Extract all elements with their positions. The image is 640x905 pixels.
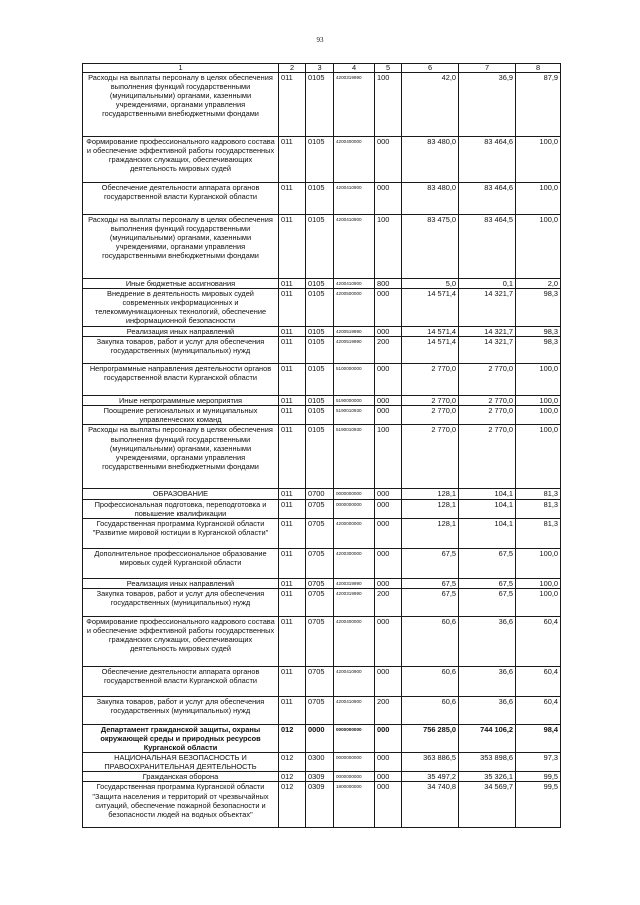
table-row <box>83 696 561 724</box>
actual-amount-cell: 2 770,0 <box>459 364 516 396</box>
percent-cell: 100,0 <box>516 588 561 616</box>
row-name-cell: Расходы на выплаты персоналу в целях обеспечения выполнения функций государственными (муниципальными) органами, казенными учреждениями, органами управления государственными внебюджетными фондами <box>83 215 279 279</box>
target-article-cell: 4200410900 <box>334 183 375 215</box>
percent-cell: 98,3 <box>516 289 561 327</box>
expense-type-cell: 000 <box>375 724 402 752</box>
page-number: 93 <box>316 36 324 44</box>
row-name-cell: Обеспечение деятельности аппарата органов государственной власти Курганской области <box>83 666 279 696</box>
percent-cell: 97,3 <box>516 753 561 772</box>
actual-amount-cell: 14 321,7 <box>459 337 516 364</box>
row-name-cell: Внедрение в деятельность мировых судей современных информационных и телекоммуникационных технологий, обеспечение информационной безопасности <box>83 289 279 327</box>
section-code-cell: 0705 <box>306 666 334 696</box>
target-article-cell: 0000000000 <box>334 499 375 518</box>
row-name-cell: Реализация иных направлений <box>83 327 279 337</box>
ved-code-cell: 011 <box>279 73 306 137</box>
row-name-cell: Расходы на выплаты персоналу в целях обеспечения выполнения функций государственными (муниципальными) органами, казенными учреждениями, органами управления государственными внебюджетными фондами <box>83 425 279 489</box>
ved-code-cell: 012 <box>279 724 306 752</box>
table-row <box>83 772 561 782</box>
actual-amount-cell: 36,6 <box>459 666 516 696</box>
percent-cell: 100,0 <box>516 406 561 425</box>
actual-amount-cell: 34 569,7 <box>459 782 516 828</box>
percent-cell: 60,4 <box>516 696 561 724</box>
planned-amount-cell: 363 886,5 <box>402 753 459 772</box>
row-name-cell: Формирование профессионального кадрового состава и обеспечение эффективной работы государственных гражданских служащих, обеспечивающих деятельность мировых судей <box>83 616 279 666</box>
expense-type-cell: 100 <box>375 215 402 279</box>
planned-amount-cell: 14 571,4 <box>402 337 459 364</box>
target-article-cell: 0000000000 <box>334 489 375 499</box>
table-row <box>83 396 561 406</box>
section-code-cell: 0105 <box>306 406 334 425</box>
target-article-cell: 4200400000 <box>334 137 375 183</box>
row-name-cell: Государственная программа Курганской области "Защита населения и территорий от чрезвычайных ситуаций, обеспечение пожарной безопасности и безопасности людей на водных объектах" <box>83 782 279 828</box>
ved-code-cell: 012 <box>279 782 306 828</box>
table-row <box>83 753 561 772</box>
target-article-cell: 0000000000 <box>334 753 375 772</box>
target-article-cell: 5100000000 <box>334 364 375 396</box>
actual-amount-cell: 83 464,6 <box>459 183 516 215</box>
table-row <box>83 183 561 215</box>
target-article-cell: 4200500000 <box>334 289 375 327</box>
section-code-cell: 0705 <box>306 499 334 518</box>
ved-code-cell: 011 <box>279 696 306 724</box>
table-row <box>83 289 561 327</box>
actual-amount-cell: 14 321,7 <box>459 289 516 327</box>
row-name-cell: Реализация иных направлений <box>83 578 279 588</box>
expense-type-cell: 200 <box>375 337 402 364</box>
section-code-cell: 0705 <box>306 588 334 616</box>
section-code-cell: 0105 <box>306 327 334 337</box>
actual-amount-cell: 744 106,2 <box>459 724 516 752</box>
section-code-cell: 0105 <box>306 337 334 364</box>
actual-amount-cell: 36,6 <box>459 616 516 666</box>
row-name-cell: Обеспечение деятельности аппарата органов государственной власти Курганской области <box>83 183 279 215</box>
actual-amount-cell: 35 326,1 <box>459 772 516 782</box>
section-code-cell: 0705 <box>306 548 334 578</box>
table-row <box>83 327 561 337</box>
planned-amount-cell: 128,1 <box>402 489 459 499</box>
actual-amount-cell: 36,6 <box>459 696 516 724</box>
ved-code-cell: 011 <box>279 406 306 425</box>
expense-type-cell: 200 <box>375 696 402 724</box>
table-row <box>83 406 561 425</box>
row-name-cell: Профессиональная подготовка, переподготовка и повышение квалификации <box>83 499 279 518</box>
target-article-cell: 0000000000 <box>334 724 375 752</box>
table-row <box>83 425 561 489</box>
ved-code-cell: 011 <box>279 588 306 616</box>
ved-code-cell: 011 <box>279 666 306 696</box>
table-row <box>83 616 561 666</box>
percent-cell: 100,0 <box>516 425 561 489</box>
target-article-cell: 4200319990 <box>334 578 375 588</box>
expense-type-cell: 000 <box>375 753 402 772</box>
section-code-cell: 0300 <box>306 753 334 772</box>
target-article-cell: 0000000000 <box>334 772 375 782</box>
ved-code-cell: 011 <box>279 518 306 548</box>
expense-type-cell: 000 <box>375 666 402 696</box>
section-code-cell: 0705 <box>306 696 334 724</box>
column-header: 2 <box>279 64 306 73</box>
ved-code-cell: 012 <box>279 753 306 772</box>
row-name-cell: Иные непрограммные мероприятия <box>83 396 279 406</box>
percent-cell: 100,0 <box>516 396 561 406</box>
table-row <box>83 548 561 578</box>
table-body <box>83 73 561 828</box>
percent-cell: 60,4 <box>516 616 561 666</box>
percent-cell: 100,0 <box>516 183 561 215</box>
actual-amount-cell: 2 770,0 <box>459 396 516 406</box>
table-row <box>83 364 561 396</box>
table-row <box>83 279 561 289</box>
table-row <box>83 489 561 499</box>
column-header: 6 <box>402 64 459 73</box>
table-row <box>83 724 561 752</box>
table-row <box>83 782 561 828</box>
section-code-cell: 0700 <box>306 489 334 499</box>
section-code-cell: 0105 <box>306 215 334 279</box>
percent-cell: 98,4 <box>516 724 561 752</box>
section-code-cell: 0309 <box>306 772 334 782</box>
planned-amount-cell: 5,0 <box>402 279 459 289</box>
table-row <box>83 666 561 696</box>
section-code-cell: 0105 <box>306 364 334 396</box>
ved-code-cell: 011 <box>279 289 306 327</box>
expense-type-cell: 100 <box>375 73 402 137</box>
budget-table <box>82 63 561 828</box>
expense-type-cell: 000 <box>375 616 402 666</box>
percent-cell: 81,3 <box>516 499 561 518</box>
row-name-cell: Формирование профессионального кадрового состава и обеспечение эффективной работы государственных гражданских служащих, обеспечивающих деятельность мировых судей <box>83 137 279 183</box>
target-article-cell: 4200519990 <box>334 337 375 364</box>
section-code-cell: 0105 <box>306 425 334 489</box>
planned-amount-cell: 2 770,0 <box>402 364 459 396</box>
ved-code-cell: 011 <box>279 396 306 406</box>
table-row <box>83 137 561 183</box>
target-article-cell: 4200319990 <box>334 73 375 137</box>
section-code-cell: 0105 <box>306 137 334 183</box>
actual-amount-cell: 0,1 <box>459 279 516 289</box>
section-code-cell: 0000 <box>306 724 334 752</box>
planned-amount-cell: 83 475,0 <box>402 215 459 279</box>
percent-cell: 81,3 <box>516 489 561 499</box>
section-code-cell: 0105 <box>306 289 334 327</box>
section-code-cell: 0105 <box>306 396 334 406</box>
percent-cell: 100,0 <box>516 215 561 279</box>
target-article-cell: 5190010930 <box>334 406 375 425</box>
target-article-cell: 4200410900 <box>334 696 375 724</box>
planned-amount-cell: 60,6 <box>402 696 459 724</box>
planned-amount-cell: 83 480,0 <box>402 137 459 183</box>
column-header: 5 <box>375 64 402 73</box>
planned-amount-cell: 60,6 <box>402 616 459 666</box>
ved-code-cell: 011 <box>279 364 306 396</box>
row-name-cell: Департамент гражданской защиты, охраны окружающей среды и природных ресурсов Курганской области <box>83 724 279 752</box>
table-row <box>83 499 561 518</box>
section-code-cell: 0105 <box>306 73 334 137</box>
percent-cell: 99,5 <box>516 772 561 782</box>
row-name-cell: Расходы на выплаты персоналу в целях обеспечения выполнения функций государственными (муниципальными) органами, казенными учреждениями, органами управления государственными внебюджетными фондами <box>83 73 279 137</box>
target-article-cell: 4200300000 <box>334 548 375 578</box>
expense-type-cell: 000 <box>375 578 402 588</box>
expense-type-cell: 100 <box>375 425 402 489</box>
percent-cell: 98,3 <box>516 337 561 364</box>
column-header: 4 <box>334 64 375 73</box>
section-code-cell: 0309 <box>306 782 334 828</box>
planned-amount-cell: 2 770,0 <box>402 406 459 425</box>
row-name-cell: Непрограммные направления деятельности органов государственной власти Курганской области <box>83 364 279 396</box>
ved-code-cell: 012 <box>279 772 306 782</box>
planned-amount-cell: 128,1 <box>402 518 459 548</box>
planned-amount-cell: 83 480,0 <box>402 183 459 215</box>
row-name-cell: Гражданская оборона <box>83 772 279 782</box>
planned-amount-cell: 60,6 <box>402 666 459 696</box>
expense-type-cell: 800 <box>375 279 402 289</box>
actual-amount-cell: 36,9 <box>459 73 516 137</box>
row-name-cell: Дополнительное профессиональное образование мировых судей Курганской области <box>83 548 279 578</box>
expense-type-cell: 000 <box>375 489 402 499</box>
ved-code-cell: 011 <box>279 489 306 499</box>
target-article-cell: 1800000000 <box>334 782 375 828</box>
planned-amount-cell: 14 571,4 <box>402 289 459 327</box>
actual-amount-cell: 67,5 <box>459 578 516 588</box>
ved-code-cell: 011 <box>279 279 306 289</box>
expense-type-cell: 000 <box>375 364 402 396</box>
column-header: 7 <box>459 64 516 73</box>
table-row <box>83 73 561 137</box>
section-code-cell: 0705 <box>306 616 334 666</box>
planned-amount-cell: 67,5 <box>402 588 459 616</box>
target-article-cell: 4200400000 <box>334 616 375 666</box>
planned-amount-cell: 128,1 <box>402 499 459 518</box>
ved-code-cell: 011 <box>279 327 306 337</box>
actual-amount-cell: 104,1 <box>459 518 516 548</box>
expense-type-cell: 000 <box>375 782 402 828</box>
ved-code-cell: 011 <box>279 215 306 279</box>
planned-amount-cell: 2 770,0 <box>402 425 459 489</box>
target-article-cell: 4200519990 <box>334 327 375 337</box>
table-row <box>83 518 561 548</box>
actual-amount-cell: 14 321,7 <box>459 327 516 337</box>
planned-amount-cell: 35 497,2 <box>402 772 459 782</box>
target-article-cell: 4200410900 <box>334 279 375 289</box>
section-code-cell: 0705 <box>306 518 334 548</box>
expense-type-cell: 000 <box>375 518 402 548</box>
percent-cell: 100,0 <box>516 548 561 578</box>
row-name-cell: Закупка товаров, работ и услуг для обеспечения государственных (муниципальных) нужд <box>83 588 279 616</box>
section-code-cell: 0705 <box>306 578 334 588</box>
column-header: 1 <box>83 64 279 73</box>
percent-cell: 100,0 <box>516 137 561 183</box>
actual-amount-cell: 104,1 <box>459 489 516 499</box>
actual-amount-cell: 67,5 <box>459 588 516 616</box>
planned-amount-cell: 2 770,0 <box>402 396 459 406</box>
section-code-cell: 0105 <box>306 183 334 215</box>
actual-amount-cell: 353 898,6 <box>459 753 516 772</box>
row-name-cell: Поощрение региональных и муниципальных управленческих команд <box>83 406 279 425</box>
column-header: 8 <box>516 64 561 73</box>
expense-type-cell: 000 <box>375 548 402 578</box>
percent-cell: 99,5 <box>516 782 561 828</box>
actual-amount-cell: 2 770,0 <box>459 425 516 489</box>
row-name-cell: Иные бюджетные ассигнования <box>83 279 279 289</box>
ved-code-cell: 011 <box>279 425 306 489</box>
target-article-cell: 4200410900 <box>334 215 375 279</box>
table-row <box>83 588 561 616</box>
row-name-cell: Закупка товаров, работ и услуг для обеспечения государственных (муниципальных) нужд <box>83 337 279 364</box>
expense-type-cell: 000 <box>375 137 402 183</box>
ved-code-cell: 011 <box>279 337 306 364</box>
table-row <box>83 578 561 588</box>
percent-cell: 60,4 <box>516 666 561 696</box>
percent-cell: 100,0 <box>516 364 561 396</box>
percent-cell: 87,9 <box>516 73 561 137</box>
actual-amount-cell: 83 464,5 <box>459 215 516 279</box>
expense-type-cell: 000 <box>375 289 402 327</box>
percent-cell: 81,3 <box>516 518 561 548</box>
planned-amount-cell: 756 285,0 <box>402 724 459 752</box>
percent-cell: 2,0 <box>516 279 561 289</box>
planned-amount-cell: 14 571,4 <box>402 327 459 337</box>
expense-type-cell: 200 <box>375 588 402 616</box>
row-name-cell: Закупка товаров, работ и услуг для обеспечения государственных (муниципальных) нужд <box>83 696 279 724</box>
expense-type-cell: 000 <box>375 499 402 518</box>
target-article-cell: 5190010930 <box>334 425 375 489</box>
expense-type-cell: 000 <box>375 396 402 406</box>
planned-amount-cell: 67,5 <box>402 578 459 588</box>
ved-code-cell: 011 <box>279 616 306 666</box>
target-article-cell: 5190000000 <box>334 396 375 406</box>
expense-type-cell: 000 <box>375 772 402 782</box>
percent-cell: 100,0 <box>516 578 561 588</box>
table-row <box>83 215 561 279</box>
actual-amount-cell: 2 770,0 <box>459 406 516 425</box>
ved-code-cell: 011 <box>279 548 306 578</box>
actual-amount-cell: 67,5 <box>459 548 516 578</box>
target-article-cell: 4200000000 <box>334 518 375 548</box>
column-header: 3 <box>306 64 334 73</box>
planned-amount-cell: 67,5 <box>402 548 459 578</box>
expense-type-cell: 000 <box>375 406 402 425</box>
expense-type-cell: 000 <box>375 183 402 215</box>
target-article-cell: 4200319990 <box>334 588 375 616</box>
column-number-row <box>83 64 561 73</box>
target-article-cell: 4200410900 <box>334 666 375 696</box>
row-name-cell: ОБРАЗОВАНИЕ <box>83 489 279 499</box>
row-name-cell: НАЦИОНАЛЬНАЯ БЕЗОПАСНОСТЬ И ПРАВООХРАНИТЕЛЬНАЯ ДЕЯТЕЛЬНОСТЬ <box>83 753 279 772</box>
table-row <box>83 337 561 364</box>
planned-amount-cell: 42,0 <box>402 73 459 137</box>
ved-code-cell: 011 <box>279 499 306 518</box>
row-name-cell: Государственная программа Курганской области "Развитие мировой юстиции в Курганской области" <box>83 518 279 548</box>
ved-code-cell: 011 <box>279 578 306 588</box>
actual-amount-cell: 83 464,6 <box>459 137 516 183</box>
planned-amount-cell: 34 740,8 <box>402 782 459 828</box>
percent-cell: 98,3 <box>516 327 561 337</box>
actual-amount-cell: 104,1 <box>459 499 516 518</box>
section-code-cell: 0105 <box>306 279 334 289</box>
ved-code-cell: 011 <box>279 137 306 183</box>
expense-type-cell: 000 <box>375 327 402 337</box>
ved-code-cell: 011 <box>279 183 306 215</box>
